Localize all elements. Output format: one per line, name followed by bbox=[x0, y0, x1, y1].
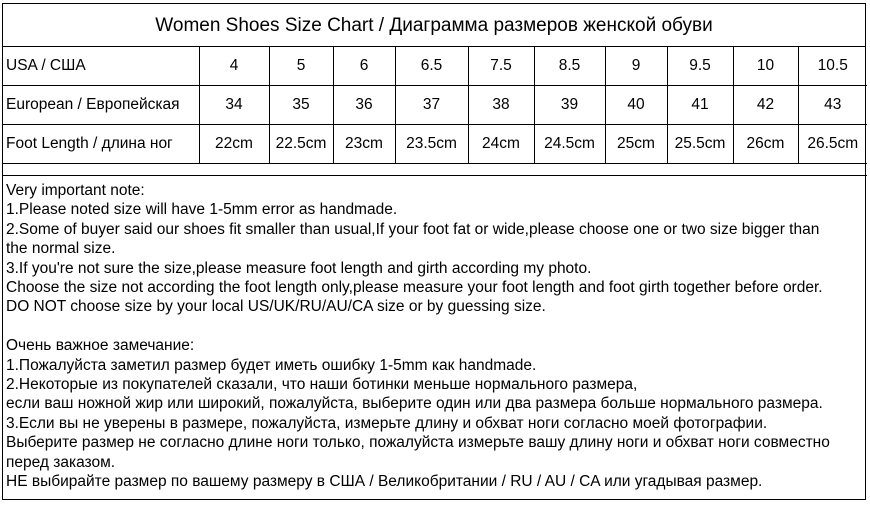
size-cell: 23.5cm bbox=[395, 125, 468, 164]
note-line: the normal size. bbox=[6, 240, 116, 258]
size-cell: 6.5 bbox=[395, 47, 468, 86]
size-cell: 42 bbox=[733, 86, 798, 125]
size-cell: 38 bbox=[468, 86, 534, 125]
size-cell: 43 bbox=[798, 86, 867, 125]
row-foot-length bbox=[3, 125, 867, 164]
row-label: USA / США bbox=[3, 47, 199, 86]
size-cell: 36 bbox=[333, 86, 395, 125]
size-cell: 22.5cm bbox=[269, 125, 333, 164]
note-line: 1.Please noted size will have 1-5mm error as handmade. bbox=[6, 201, 398, 219]
size-cell: 6 bbox=[333, 47, 395, 86]
note-line: 1.Пожалуйста заметил размер будет иметь ошибку 1-5mm как handmade. bbox=[6, 356, 537, 374]
note-line: Выберите размер не согласно длине ноги только, пожалуйста измерьте вашу длину ноги и обхват ноги совместно bbox=[6, 434, 830, 452]
row-european bbox=[3, 86, 867, 125]
note-line: 2.Некоторые из покупателей сказали, что наши ботинки меньше нормального размера, bbox=[6, 376, 638, 394]
size-cell: 8.5 bbox=[534, 47, 605, 86]
note-line: DO NOT choose size by your local US/UK/RU/AU/CA size or by guessing size. bbox=[6, 298, 546, 316]
size-cell: 22cm bbox=[199, 125, 269, 164]
size-cell: 4 bbox=[199, 47, 269, 86]
note-line: НЕ выбирайте размер по вашему размеру в США / Великобритании / RU / AU / CA или угадывая размер. bbox=[6, 473, 763, 491]
size-cell: 26cm bbox=[733, 125, 798, 164]
size-table bbox=[3, 47, 867, 164]
note-line: Choose the size not according the foot length only,please measure your foot length and foot girth together before order. bbox=[6, 279, 823, 297]
size-cell: 7.5 bbox=[468, 47, 534, 86]
chart-title: Women Shoes Size Chart / Диаграмма размеров женской обуви bbox=[3, 4, 865, 47]
note-line: 2.Some of buyer said our shoes fit smaller than usual,If your foot fat or wide,please choose one or two size bigger than bbox=[6, 220, 820, 238]
note-line: 3.Если вы не уверены в размере, пожалуйста, измерьте длину и обхват ноги согласно моей фотографии. bbox=[6, 414, 768, 432]
note-line: если ваш ножной жир или широкий, пожалуйста, выберите один или два размера больше нормального размера. bbox=[6, 395, 823, 413]
size-cell: 5 bbox=[269, 47, 333, 86]
notes-russian bbox=[6, 336, 864, 491]
size-cell: 26.5cm bbox=[798, 125, 867, 164]
notes-spacer bbox=[6, 317, 864, 336]
note-line: перед заказом. bbox=[6, 453, 116, 471]
size-chart bbox=[2, 3, 866, 500]
size-cell: 10.5 bbox=[798, 47, 867, 86]
size-cell: 25.5cm bbox=[667, 125, 733, 164]
size-cell: 35 bbox=[269, 86, 333, 125]
row-usa bbox=[3, 47, 867, 86]
note-line: 3.If you're not sure the size,please measure foot length and girth according my photo. bbox=[6, 259, 592, 277]
note-line: Very important note: bbox=[6, 182, 145, 199]
size-cell: 23cm bbox=[333, 125, 395, 164]
size-cell: 24cm bbox=[468, 125, 534, 164]
size-cell: 41 bbox=[667, 86, 733, 125]
size-cell: 9 bbox=[605, 47, 667, 86]
note-line: Очень важное замечание: bbox=[6, 337, 195, 355]
size-cell: 39 bbox=[534, 86, 605, 125]
notes-english bbox=[6, 181, 864, 317]
size-cell: 34 bbox=[199, 86, 269, 125]
size-cell: 40 bbox=[605, 86, 667, 125]
row-label: European / Европейская bbox=[3, 86, 199, 125]
size-cell: 9.5 bbox=[667, 47, 733, 86]
size-cell: 10 bbox=[733, 47, 798, 86]
size-cell: 37 bbox=[395, 86, 468, 125]
notes-section bbox=[3, 175, 867, 501]
row-label: Foot Length / длина ног bbox=[3, 125, 199, 164]
size-cell: 24.5cm bbox=[534, 125, 605, 164]
size-cell: 25cm bbox=[605, 125, 667, 164]
